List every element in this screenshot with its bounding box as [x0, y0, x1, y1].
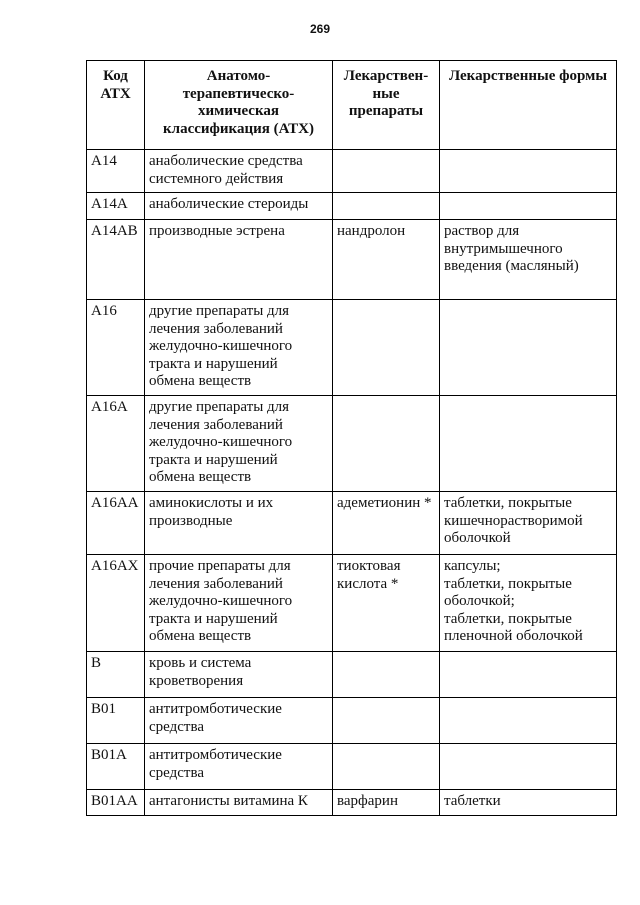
- cell-drug-name: [333, 300, 440, 396]
- cell-drug-name: [333, 652, 440, 698]
- table-row: [87, 396, 617, 492]
- table-row: [87, 300, 617, 396]
- cell-atx-classification: другие препараты для лечения заболеваний желудочно-кишечного тракта и нарушений обмена веществ: [145, 396, 333, 492]
- table-row: [87, 555, 617, 652]
- table-row: [87, 220, 617, 300]
- cell-dosage-forms: [440, 300, 617, 396]
- table-row: [87, 652, 617, 698]
- cell-atx-classification: анаболические стероиды: [145, 193, 333, 220]
- cell-atx-classification: антагонисты витамина К: [145, 790, 333, 816]
- cell-atx-classification: другие препараты для лечения заболеваний желудочно-кишечного тракта и нарушений обмена веществ: [145, 300, 333, 396]
- cell-dosage-forms: раствор для внутримышечного введения (масляный): [440, 220, 617, 300]
- cell-atx-code: B: [87, 652, 145, 698]
- header-atx-classification: Анатомо- терапевтическо- химическая классификация (АТХ): [145, 61, 333, 150]
- page-number: 269: [309, 22, 331, 36]
- header-atx-code: Код АТХ: [87, 61, 145, 150]
- cell-drug-name: [333, 150, 440, 193]
- cell-atx-code: A16A: [87, 396, 145, 492]
- cell-dosage-forms: [440, 193, 617, 220]
- header-dosage-forms: Лекарственные формы: [440, 61, 617, 150]
- cell-atx-code: A14AB: [87, 220, 145, 300]
- cell-atx-code: A16: [87, 300, 145, 396]
- cell-atx-code: B01: [87, 698, 145, 744]
- table-row: [87, 492, 617, 555]
- cell-atx-classification: кровь и система кроветворения: [145, 652, 333, 698]
- table-row: [87, 698, 617, 744]
- cell-dosage-forms: таблетки: [440, 790, 617, 816]
- cell-atx-code: B01A: [87, 744, 145, 790]
- cell-drug-name: нандролон: [333, 220, 440, 300]
- cell-dosage-forms: [440, 396, 617, 492]
- atx-drug-table: [86, 60, 617, 816]
- cell-drug-name: [333, 698, 440, 744]
- cell-dosage-forms: [440, 698, 617, 744]
- cell-dosage-forms: [440, 744, 617, 790]
- cell-drug-name: [333, 744, 440, 790]
- cell-atx-classification: аминокислоты и их производные: [145, 492, 333, 555]
- cell-drug-name: [333, 396, 440, 492]
- cell-atx-classification: прочие препараты для лечения заболеваний желудочно-кишечного тракта и нарушений обмена веществ: [145, 555, 333, 652]
- table-row: [87, 790, 617, 816]
- cell-atx-code: A16AX: [87, 555, 145, 652]
- table-row: [87, 150, 617, 193]
- table-row: [87, 744, 617, 790]
- table-row: [87, 193, 617, 220]
- cell-drug-name: варфарин: [333, 790, 440, 816]
- cell-atx-classification: анаболические средства системного действия: [145, 150, 333, 193]
- cell-dosage-forms: таблетки, покрытые кишечнорастворимой оболочкой: [440, 492, 617, 555]
- cell-dosage-forms: [440, 150, 617, 193]
- cell-atx-classification: антитромботические средства: [145, 698, 333, 744]
- cell-atx-code: A14A: [87, 193, 145, 220]
- cell-drug-name: [333, 193, 440, 220]
- cell-atx-code: B01AA: [87, 790, 145, 816]
- cell-atx-classification: производные эстрена: [145, 220, 333, 300]
- cell-atx-classification: антитромботические средства: [145, 744, 333, 790]
- cell-atx-code: A14: [87, 150, 145, 193]
- header-drug-names: Лекарствен- ные препараты: [333, 61, 440, 150]
- cell-dosage-forms: капсулы; таблетки, покрытые оболочкой; таблетки, покрытые пленочной оболочкой: [440, 555, 617, 652]
- cell-atx-code: A16AA: [87, 492, 145, 555]
- table-header-row: [87, 61, 617, 150]
- cell-drug-name: адеметионин *: [333, 492, 440, 555]
- cell-drug-name: тиоктовая кислота *: [333, 555, 440, 652]
- cell-dosage-forms: [440, 652, 617, 698]
